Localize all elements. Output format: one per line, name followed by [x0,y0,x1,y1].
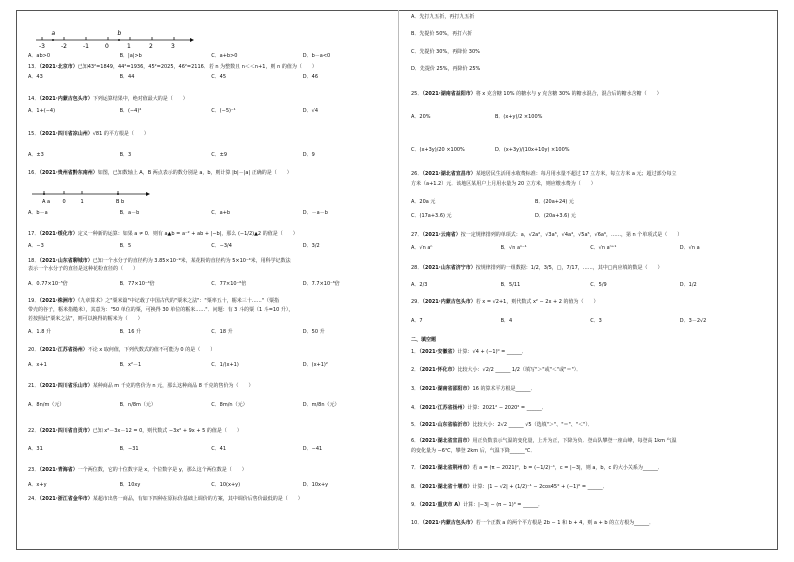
fill-8-number: 8． [411,484,420,490]
q29-source: （2021·内蒙古包头市） [422,299,476,305]
q13-option-c[interactable]: C．45 [211,74,227,80]
tick-label-2: 2 [149,43,153,50]
q13-option-b[interactable]: B．44 [119,74,135,80]
fill-2 [411,367,581,373]
q25-text: 将 x 克含糖 10% 的糖水与 y 克含糖 30% 的糖水混合，混合后的糖水含糖（ ） [475,91,662,97]
q24-option-a[interactable]: A．先打九五折，再打九五折 [411,14,475,20]
q20-stem [28,347,215,353]
fill-3-number: 3． [411,386,420,392]
q19-option-c[interactable]: C．18 升 [211,329,233,335]
q23-option-d[interactable]: D．10x+y [302,482,329,488]
q19-options [28,329,325,335]
fill-4-number: 4． [411,405,420,411]
fill-9-number: 9． [411,502,420,508]
q14-option-c[interactable]: C．(−5)⁻¹ [211,108,236,114]
q19-number: 19． [28,298,40,304]
q26-text-line1: 某地居民生活用水收费标准：每月用水量不超过 17 立方米，每立方米 a 元；超过部分每立 [475,171,677,177]
q23-option-b[interactable]: B．10xy [119,482,141,488]
tick-label-1: 1 [127,43,131,50]
q27-option-c[interactable]: C．√n aⁿ⁺¹ [590,245,617,251]
q22-option-b[interactable]: B．−31 [119,446,139,452]
q25-stem [411,91,662,97]
q29-number: 29． [411,299,423,305]
q17-source: （2021·绥化市） [39,231,78,237]
q15-stem [28,131,149,137]
q24-text: 某超市出售一商品，有如下四种在原标价基础上调价的方案，其中调价后售价最低的是（ ） [92,496,303,502]
fill-3-text: 16 的算术平方根是______． [472,386,536,392]
q28-options [411,282,697,288]
q21-text: 某种商品 m 千克的售价为 n 元，那么这种商品 8 千克的售价为（ ） [92,383,254,389]
q25-option-b[interactable]: B．(x+y)/2 ×100% [495,114,543,120]
q26-option-b[interactable]: B．(20a+24) 元 [535,199,574,205]
q21-option-c[interactable]: C．8m/n（元） [211,402,248,408]
tick-label--2: -2 [61,43,67,50]
q28-number: 28． [411,265,423,271]
q17-option-a[interactable]: A．−3 [28,243,44,249]
q18-option-a[interactable]: A．0.77×10⁻⁵倍 [28,281,68,287]
fill-8-text: 计算：|1 − √2| + (1/2)⁻¹ − 2cos45° + (−1)⁰ = ______． [472,484,608,490]
q16-stem [28,170,292,176]
fill-6-text-line1: 用正负数表示气温的变化量，上升为正，下降为负．登山队攀登一座山峰，每登高 1km 气温 [472,438,677,444]
fill-7-source: （2021·湖北省荆州市） [419,465,473,471]
q23-number: 23． [28,467,40,473]
q26-option-d[interactable]: D．(20a+3.6) 元 [535,213,576,219]
q14-stem [28,96,188,102]
q18-source: （2021·山东省聊城市） [39,258,93,264]
q22-number: 22． [28,428,40,434]
q13-option-d[interactable]: D．46 [302,74,318,80]
q15-number: 15． [28,131,40,137]
fill-7 [411,465,663,471]
q21-options [28,402,340,408]
q24-stem [28,496,303,502]
q27-stem [411,232,682,238]
q24-option-d[interactable]: D．先提价 25%，再降价 25% [411,66,481,72]
fill-2-text: 比较大小：√2/2 ______ 1/2（填写"＞"或"＜"或"＝"）． [457,367,582,373]
q28-source: （2021·山东省济宁市） [422,265,476,271]
q17-options [28,243,320,249]
q14-option-a[interactable]: A．1+(−4) [28,108,56,114]
q27-option-b[interactable]: B．√n aⁿ⁻¹ [500,245,527,251]
fill-4-text: 计算：2021² − 2020² = ______． [467,405,547,411]
column-divider [398,10,399,550]
q17-stem [28,231,298,237]
q21-number: 21． [28,383,40,389]
q13-stem: 13．（2021·北京市）已知43²=1849，44²=1936，45²=2025，46²=2116．若 n 为整数且 n＜＜n+1，则 n 的值为（ ） [28,64,317,70]
q29-option-b[interactable]: B．4 [500,318,513,324]
fill-3-source: （2021·湖南省邵阳市） [419,386,473,392]
q15-options [28,152,315,158]
fill-7-number: 7． [411,465,420,471]
q27-option-d[interactable]: D．√n a [679,245,700,251]
q22-text: 已知 x²－3x－12 = 0，则代数式 −3x² + 9x + 5 的值是（ ） [92,428,242,434]
q16-option-c[interactable]: C．a+b [211,210,231,216]
q17-option-d[interactable]: D．3/2 [302,243,320,249]
q22-options [28,446,322,452]
q16-number: 16． [28,170,40,176]
q25-option-a[interactable]: A．20% [411,114,431,120]
q16-tick-label-0: 0 [62,199,66,205]
q16-point-B [117,193,119,195]
q21-option-b[interactable]: B．n/8m（元） [119,402,156,408]
fill-10-source: （2021·内蒙古包头市） [422,520,476,526]
fill-9-text: 计算：|−3| − (π − 1)⁰ = ______． [463,502,544,508]
q16-text: 如图，已知数轴上 A，B 两点表示的数分别是 a，b，则计算 |b|－|a| 正确的是（ ） [97,170,292,176]
q16-point-A [43,193,45,195]
q16-option-a[interactable]: A．b－a [28,210,48,216]
fill-2-number: 2． [411,367,420,373]
q16-source: （2021·贵州省黔东南州） [39,170,98,176]
q19-text-line3: 若按照此"粟米之法"，则可以换得的粝米为（ ） [28,316,143,322]
q18-options [28,281,340,287]
q24-source: （2021·浙江省金华市） [39,496,93,502]
q13-source: （2021·北京市） [39,64,78,70]
fill-4 [411,405,547,411]
q17-option-c[interactable]: C．−3/4 [211,243,232,249]
q14-option-b[interactable]: B．(−4)⁴ [119,108,142,114]
q14-source: （2021·内蒙古包头市） [39,96,93,102]
q13-option-a[interactable]: A．43 [28,74,43,80]
q15-text: √81 的平方根是（ ） [92,131,149,137]
q23-stem [28,467,247,473]
q15-option-c[interactable]: C．±9 [211,152,228,158]
q26-text-line2: 方米（a+1.2）元．该地区某用户上月用水量为 20 立方米，则应缴水费为（ ） [411,181,596,187]
q25-number: 25． [411,91,423,97]
q17-option-b[interactable]: B．5 [119,243,132,249]
fill-4-source: （2021·江苏省扬州） [419,405,468,411]
q12-option-c[interactable]: C．a+b>0 [211,53,238,59]
q28-stem [411,265,662,271]
q16-options [28,210,328,216]
q14-option-d[interactable]: D．√4 [302,108,318,114]
q16-option-d[interactable]: D．－a－b [302,210,328,216]
q25-option-c[interactable]: C．(x+3y)/20 ×100% [411,147,465,153]
q29-option-d[interactable]: D．3－2√2 [679,318,707,324]
q26-option-c[interactable]: C．(17a+3.6) 元 [411,213,452,219]
fill-7-text: 若 a = (π − 2021)⁰，b = (−1/2)⁻¹，c = |−3|，则 a，b，c 的大小关系为______． [472,465,663,471]
q22-option-d[interactable]: D．−41 [302,446,323,452]
number-line-q16 [30,186,150,206]
q29-options [411,318,706,324]
q21-source: （2021·四川省乐山市） [39,383,93,389]
q26-source: （2021·湖北省宜昌市） [422,171,476,177]
fill-10 [411,520,654,526]
q12-option-a[interactable]: A．ab>0 [28,53,51,59]
q13-text: 已知43²=1849，44²=1936，45²=2025，46²=2116．若 n 为整数且 n＜＜n+1，则 n 的值为（ ） [77,64,317,70]
q25-option-d[interactable]: D．(x+3y)/(10x+10y) ×100% [495,147,570,153]
q21-stem [28,383,253,389]
q23-options [28,482,328,488]
q27-number: 27． [411,232,423,238]
q19-text-line2: 带壳的谷子，粝米指糙米），其意为："50 单位的粟，可换得 30 单位的粝米……"．问题：有 3 斗的粟（1 斗=10 升）， [28,307,294,313]
q24-option-c[interactable]: C．先提价 30%，再降价 30% [411,49,480,55]
q28-option-a[interactable]: A．2/3 [411,282,428,288]
q29-stem [411,299,599,305]
q12-option-b[interactable]: B．|a|>b [119,53,142,59]
tick-label-3: 3 [171,43,175,50]
q14-text: 下列运算结果中，绝对值最大的是（ ） [92,96,188,102]
q16-point-label-B: B b [116,199,125,205]
fill-5-text: 比较大小：2√2 ______ √5（选填"＞"、"＝"、"＜"）． [472,422,593,428]
q22-source: （2021·四川省自贡市） [39,428,93,434]
point-a [52,39,54,41]
q28-option-d[interactable]: D．1/2 [679,282,697,288]
q29-text: 若 x = √2+1，则代数式 x² − 2x + 2 的值为（ ） [475,299,599,305]
q22-option-a[interactable]: A．31 [28,446,43,452]
q29-option-a[interactable]: A．7 [411,318,423,324]
q16-tick-label-1: 1 [80,199,84,205]
q26-stem [411,171,677,177]
q17-text: 定义一种新的运算：如果 a ≠ 0．则有 a▲b = a⁻² + ab + |−b|，那么 (−1/2)▲2 的值是（ ） [77,231,298,237]
q15-option-a[interactable]: A．±3 [28,152,44,158]
q27-option-a[interactable]: A．√n aⁿ [411,245,433,251]
q20-source: （2021·江苏省扬州） [39,347,88,353]
tick-label--1: -1 [83,43,89,50]
fill-6 [411,438,677,444]
fill-10-text: 若一个正数 a 的两个平方根是 2b − 1 和 b + 4，则 a + b 的立方根为______． [475,520,655,526]
q23-source: （2021·青海省） [39,467,78,473]
q24-option-b[interactable]: B．先提价 50%，再打六折 [411,31,473,37]
q22-option-c[interactable]: C．41 [211,446,227,452]
fill-1-number: 1． [411,349,420,355]
q24-number: 24． [28,496,40,502]
q19-stem [28,298,279,304]
q12-option-d[interactable]: D．b－a<0 [302,53,331,59]
q15-source: （2021·四川省凉山州） [39,131,93,137]
q20-option-b[interactable]: B．x²－1 [119,362,142,368]
q14-number: 14． [28,96,40,102]
q28-text: 按规律排列的一组数据：1/2，3/5，□，7/17，……，其中□内应填的数是（ ） [475,265,663,271]
fill-1-text: 计算：√4 + (−1)⁰ = ______． [457,349,527,355]
q16-point-label-A: A a [42,199,51,205]
q15-option-d[interactable]: D．9 [302,152,315,158]
q20-option-a[interactable]: A．x+1 [28,362,47,368]
q20-number: 20． [28,347,40,353]
tick-label-0: 0 [105,43,109,50]
fill-10-number: 10． [411,520,423,526]
q18-text-line2: 表示一个水分子的直径是这种花粉直径的（ ） [28,266,139,272]
point-b [118,39,120,41]
point-label-a: a [51,30,56,37]
q19-option-a[interactable]: A．1.8 升 [28,329,51,335]
fill-6-text-line2: 的变化量为 −6℃，攀登 2km 后，气温下降______℃． [411,448,536,454]
q17-number: 17． [28,231,40,237]
fill-2-source: （2021·怀化市） [419,367,458,373]
q28-option-c[interactable]: C．5/9 [590,282,607,288]
q21-option-a[interactable]: A．8n/m（元） [28,402,65,408]
fill-3 [411,386,535,392]
q19-option-d[interactable]: D．50 升 [302,329,325,335]
fill-5 [411,422,593,428]
q27-options [411,245,700,251]
q20-option-d[interactable]: D．(x+1)² [302,362,328,368]
fill-1-source: （2021·安徽省） [419,349,458,355]
q15-option-b[interactable]: B．3 [119,152,132,158]
q18-text: 已知一个水分子的直径约为 3.85×10⁻⁹米，某花粉的直径约为 5×10⁻⁴米，用科学记数法 [92,258,291,264]
q20-option-c[interactable]: C．1/(x+1) [211,362,239,368]
number-line-ab [34,28,194,50]
q23-text: 一个两位数，它的十位数字是 x，个位数字是 y，那么这个两位数是（ ） [77,467,247,473]
tick-label--3: -3 [39,43,45,50]
q22-stem [28,428,242,434]
q12-options [28,53,330,59]
fill-9 [411,502,543,508]
fill-6-source: （2021·湖北省宜昌市） [419,438,473,444]
fill-8 [411,484,608,490]
fill-6-number: 6． [411,438,420,444]
fill-5-source: （2021·山东省临沂市） [419,422,473,428]
q28-option-b[interactable]: B．5/11 [500,282,521,288]
point-label-b: b [117,30,122,37]
q19-text-line1: 《九章算术》之"粟米篇"中记载了中国古代的"粟米之法"："粟率五十，粝米三十……"（粟指 [77,298,280,304]
q19-option-b[interactable]: B．16 升 [119,329,141,335]
q16-option-b[interactable]: B．a－b [119,210,140,216]
q18-option-b[interactable]: B．77×10⁻⁴倍 [119,281,155,287]
q18-stem [28,258,291,264]
q27-text: 按一定规律排列的单项式：a，√2a²，√3a³，√4a⁴，√5a⁵，√6a⁶，……，第 n 个单项式是（ ） [460,232,683,238]
q26-option-a[interactable]: A．20a 元 [411,199,436,205]
fill-1 [411,349,527,355]
q21-option-d[interactable]: D．m/8n（元） [302,402,340,408]
q20-options [28,362,328,368]
q18-number: 18． [28,258,40,264]
q14-options [28,108,318,114]
q26-number: 26． [411,171,423,177]
q18-option-d[interactable]: D．7.7×10⁻⁶倍 [302,281,340,287]
section-heading-fill-in: 二、填空题 [411,337,437,343]
q18-option-c[interactable]: C．77×10⁻⁶倍 [211,281,247,287]
q25-source: （2021·湖南省益阳市） [422,91,476,97]
q23-option-c[interactable]: C．10(x+y) [211,482,241,488]
fill-8-source: （2021·湖北省十堰市） [419,484,473,490]
q27-source: （2021·云南省） [422,232,461,238]
q23-option-a[interactable]: A．x+y [28,482,47,488]
q29-option-c[interactable]: C．3 [590,318,602,324]
q19-source: （2021·株洲市） [39,298,78,304]
q20-text: 不论 x 取何值，下列代数式的值不可能为 0 的是（ ） [87,347,216,353]
fill-5-number: 5． [411,422,420,428]
q13-options [28,74,318,80]
fill-9-source: （2021·重庆市 A） [419,502,464,508]
